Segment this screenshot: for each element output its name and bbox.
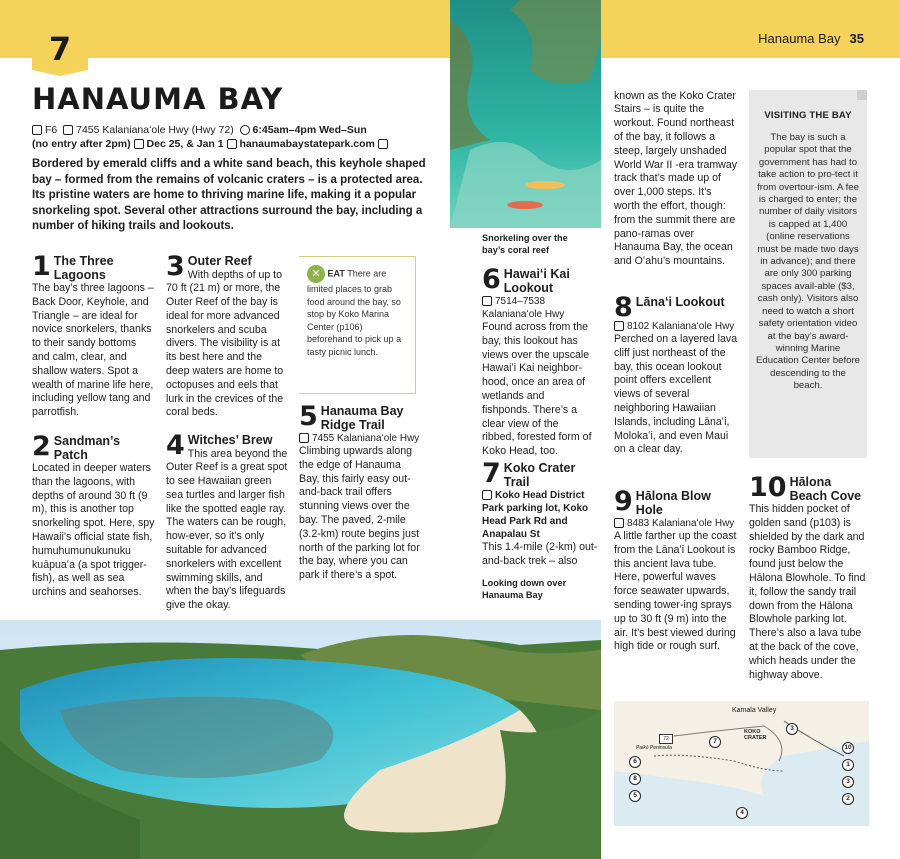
- item-body: This area beyond the Outer Reef is a great spot to see Hawaiian green sea turtles and larger fish like the spotted eagle ray. The waters can be rough, how-ever, so it’s only suitable for advanced snorkelers with excellent swimming skills, and when the bay’s lifeguards give the okay.: [166, 447, 288, 612]
- item-number: 3: [166, 251, 185, 282]
- item-address-text: 8102 Kalanianaʻole Hwy: [627, 321, 735, 332]
- item-body: This hidden pocket of golden sand (p103) is shielded by the dark and rocky Bamboo Ridge, found just below the Hālona Blowhole. To find it, follow the sandy trail down from the Hālona Blowhole parking lot. There’s also a lava tube at the back of the cove, which heads under the highway above.: [749, 503, 866, 681]
- item-2: [32, 431, 156, 600]
- running-head: [758, 31, 864, 46]
- item-address: [482, 489, 602, 541]
- item-address: [299, 432, 423, 445]
- item-number: 10: [749, 472, 787, 503]
- item-title: Outer Reef: [187, 254, 252, 268]
- bay-photo-svg: [0, 620, 601, 859]
- header-band-right: [601, 0, 900, 58]
- address-icon: [63, 125, 73, 135]
- item-body: With depths of up to 70 ft (21 m) or more, the Outer Reef of the bay is ideal for more advanced snorkelers and scuba divers. The visibility is at its best here and the deep waters are home to octopuses and eels that lurk in the crevices of the coral beds.: [166, 268, 284, 419]
- address-icon: [614, 518, 624, 528]
- area-map[interactable]: [614, 701, 869, 826]
- map-pin-3b[interactable]: 3: [842, 776, 854, 788]
- item-body: Located in deeper waters than the lagoons, with depths of around 30 ft (9 m), this is another top snorkeling spot. Here, spy Hawaii’s official state fish, humuhumunukunuku kuāpuaʻa (a spot trigger-fish), as well as sea urchins and seahorses.: [32, 462, 155, 599]
- item-title: Koko Crater Trail: [503, 461, 576, 489]
- item-address-text: Koko Head District Park parking lot, Koko Head Park Rd and Anapalau St: [482, 490, 589, 540]
- item-number: 9: [614, 486, 633, 517]
- item-4: [166, 430, 288, 613]
- item-body: This 1.4-mile (2-km) out-and-back trek – also: [482, 541, 598, 567]
- item-7-continued: [614, 90, 740, 282]
- item-title: Hanauma Bay Ridge Trail: [320, 404, 404, 432]
- chapter-tab-notch: [32, 70, 88, 76]
- chapter-number: 7: [32, 28, 88, 70]
- item-5: [299, 401, 423, 583]
- item-address: [614, 517, 740, 530]
- info-website[interactable]: hanaumabaystatepark.com: [239, 138, 375, 150]
- item-body: A little farther up the coast from the Lānaʻi Lookout is this ancient lava tube. Here, powerful waves force seawater upwards, sending tower-ing sprays up to 30 ft (9 m) into the air. It’s best viewed during high tide or rough surf.: [614, 530, 737, 653]
- map-grid-icon: [32, 125, 42, 135]
- clock-icon: [240, 125, 250, 135]
- map-pin-3[interactable]: 3: [786, 723, 798, 735]
- page-number: 35: [849, 31, 864, 46]
- item-9: [614, 486, 740, 654]
- item-number: 4: [166, 430, 185, 461]
- address-icon: [614, 321, 624, 331]
- item-address-text: 7514–7538 Kalanianaʻole Hwy: [482, 296, 565, 320]
- address-icon: [482, 490, 492, 500]
- info-grid: F6: [45, 124, 58, 136]
- item-body: Perched on a layered lava cliff just northeast of the bay, this ocean lookout point offers excellent views of several neighboring Hawaiian Islands, including Lānaʻi, Molokaʻi, and even Maui on a clear day.: [614, 333, 738, 456]
- item-address: [614, 320, 740, 333]
- accessibility-icon: [378, 139, 388, 149]
- running-head-title: Hanauma Bay: [758, 31, 841, 46]
- item-7-continued-body: known as the Koko Crater Stairs – is quite the workout. Found northeast of the bay, it follows a steep, largely unshaded World War II -era tramway track that’s made up of over 1,000 steps. It’s worth the effort, though: from the summit there are pano-ramas over Hanauma Bay, the ocean and Oʻahu’s mountains.: [614, 90, 738, 268]
- info-closed: Dec 25, & Jan 1: [146, 138, 224, 150]
- sidebar-body: The bay is such a popular spot that the government has had to take action to pro-tect it from overtour-ism. A fee is charged to enter; the number of daily visitors is capped at 1,400 (online reservations must be made two days in advance); and there are only 300 parking spaces avail-able ($3, cash only). Visitors also need to watch a short safety orientation video at the bay’s award-winning Marine Education Center before descending to the beach.: [756, 132, 860, 392]
- map-pin-2[interactable]: 2: [842, 793, 854, 805]
- map-pin-10[interactable]: 10: [842, 742, 854, 754]
- item-number: 2: [32, 431, 51, 462]
- map-label-kamala: Kamala Valley: [732, 707, 777, 714]
- map-label-koko-crater: KOKO CRATER: [744, 729, 767, 741]
- info-address: 7455 Kalanianaʻole Hwy (Hwy 72): [76, 124, 234, 136]
- map-pin-6[interactable]: 6: [629, 756, 641, 768]
- item-number: 8: [614, 292, 633, 323]
- sidebar-corner-tab: [857, 90, 867, 100]
- visiting-sidebar: [749, 90, 867, 458]
- item-address: [482, 295, 592, 321]
- item-body: The bay’s three lagoons – Back Door, Keyhole, and Triangle – are ideal for novice snorkelers, thanks to their sandy bottoms and calm, clear, and shallow waters. Spot a wealth of marine life here, including yellow tang and parrotfish.: [32, 282, 154, 419]
- item-address-text: 8483 Kalanianaʻole Hwy: [627, 518, 735, 529]
- bottom-photo-caption: Looking down over Hanauma Bay: [482, 578, 567, 600]
- item-7: [482, 458, 602, 569]
- item-1: [32, 251, 154, 420]
- item-title: Hawaiʻi Kai Lookout: [503, 267, 570, 295]
- page-title: HANAUMA BAY: [32, 82, 284, 116]
- item-number: 7: [482, 458, 501, 489]
- map-pin-5[interactable]: 5: [629, 790, 641, 802]
- info-hours-note: (no entry after 2pm): [32, 138, 131, 150]
- map-label-paiko: Paikō Peninsula: [636, 745, 672, 751]
- item-title: Hālona Blow Hole: [635, 489, 711, 517]
- eat-content: [307, 265, 409, 359]
- map-pin-4[interactable]: 4: [736, 807, 748, 819]
- item-number: 6: [482, 264, 501, 295]
- top-photo-caption: Snorkeling over the bay’s coral reef: [482, 233, 568, 255]
- hanauma-bay-photo: [0, 620, 601, 859]
- item-body: Found across from the bay, this lookout has views over the upscale Hawaiʻi Kai neighbor-hood, once an area of wetlands and fishponds. There’s a clear view of the ribbed, forested form of Koko Head, too.: [482, 321, 592, 458]
- snorkeling-photo: [450, 0, 601, 228]
- practical-info: [32, 123, 442, 151]
- eat-body: There are limited places to grab food around the bay, so stop by Koko Marina Center (p106) beforehand to pick up a tasty picnic lunch.: [307, 268, 402, 357]
- snorkel-photo-svg: [450, 0, 601, 228]
- item-number: 5: [299, 401, 318, 432]
- item-title: Lānaʻi Lookout: [635, 295, 725, 309]
- map-pin-8[interactable]: 8: [629, 773, 641, 785]
- eat-box: [299, 256, 416, 394]
- item-title: Sandman’s Patch: [53, 434, 121, 462]
- map-pin-1[interactable]: 1: [842, 759, 854, 771]
- item-title: Witches’ Brew: [187, 433, 273, 447]
- address-icon: [299, 433, 309, 443]
- eat-label: EAT: [327, 268, 345, 279]
- item-title: Hālona Beach Cove: [789, 475, 862, 503]
- item-3: [166, 251, 286, 420]
- highway-shield-icon: 72: [659, 734, 673, 744]
- map-pin-7[interactable]: 7: [709, 736, 721, 748]
- item-title: The Three Lagoons: [53, 254, 114, 282]
- item-address-text: 7455 Kalanianaʻole Hwy: [312, 433, 420, 444]
- calendar-icon: [134, 139, 144, 149]
- website-icon: [227, 139, 237, 149]
- item-10: [749, 472, 871, 682]
- info-hours: 6:45am–4pm Wed–Sun: [252, 124, 367, 136]
- sidebar-title: VISITING THE BAY: [764, 110, 852, 121]
- address-icon: [482, 296, 492, 306]
- item-body: Climbing upwards along the edge of Hanauma Bay, this fairly easy out-and-back trail offers stunning views over the bay. The paved, 2-mile (3.2-km) route begins just north of the parking lot for the bay, where you can park if there’s a spot.: [299, 445, 420, 582]
- item-8: [614, 292, 740, 457]
- item-6: [482, 264, 592, 459]
- fork-knife-icon: ✕: [307, 265, 325, 283]
- intro-paragraph: Bordered by emerald cliffs and a white sand beach, this keyhole shaped bay – formed from the remains of volcanic craters – is a protected area. Its pristine waters are home to thriving marine life, making it a popular snorkeling spot. Several other attractions surround the bay, including a number of hiking trails and lookouts.: [32, 158, 426, 233]
- item-number: 1: [32, 251, 51, 282]
